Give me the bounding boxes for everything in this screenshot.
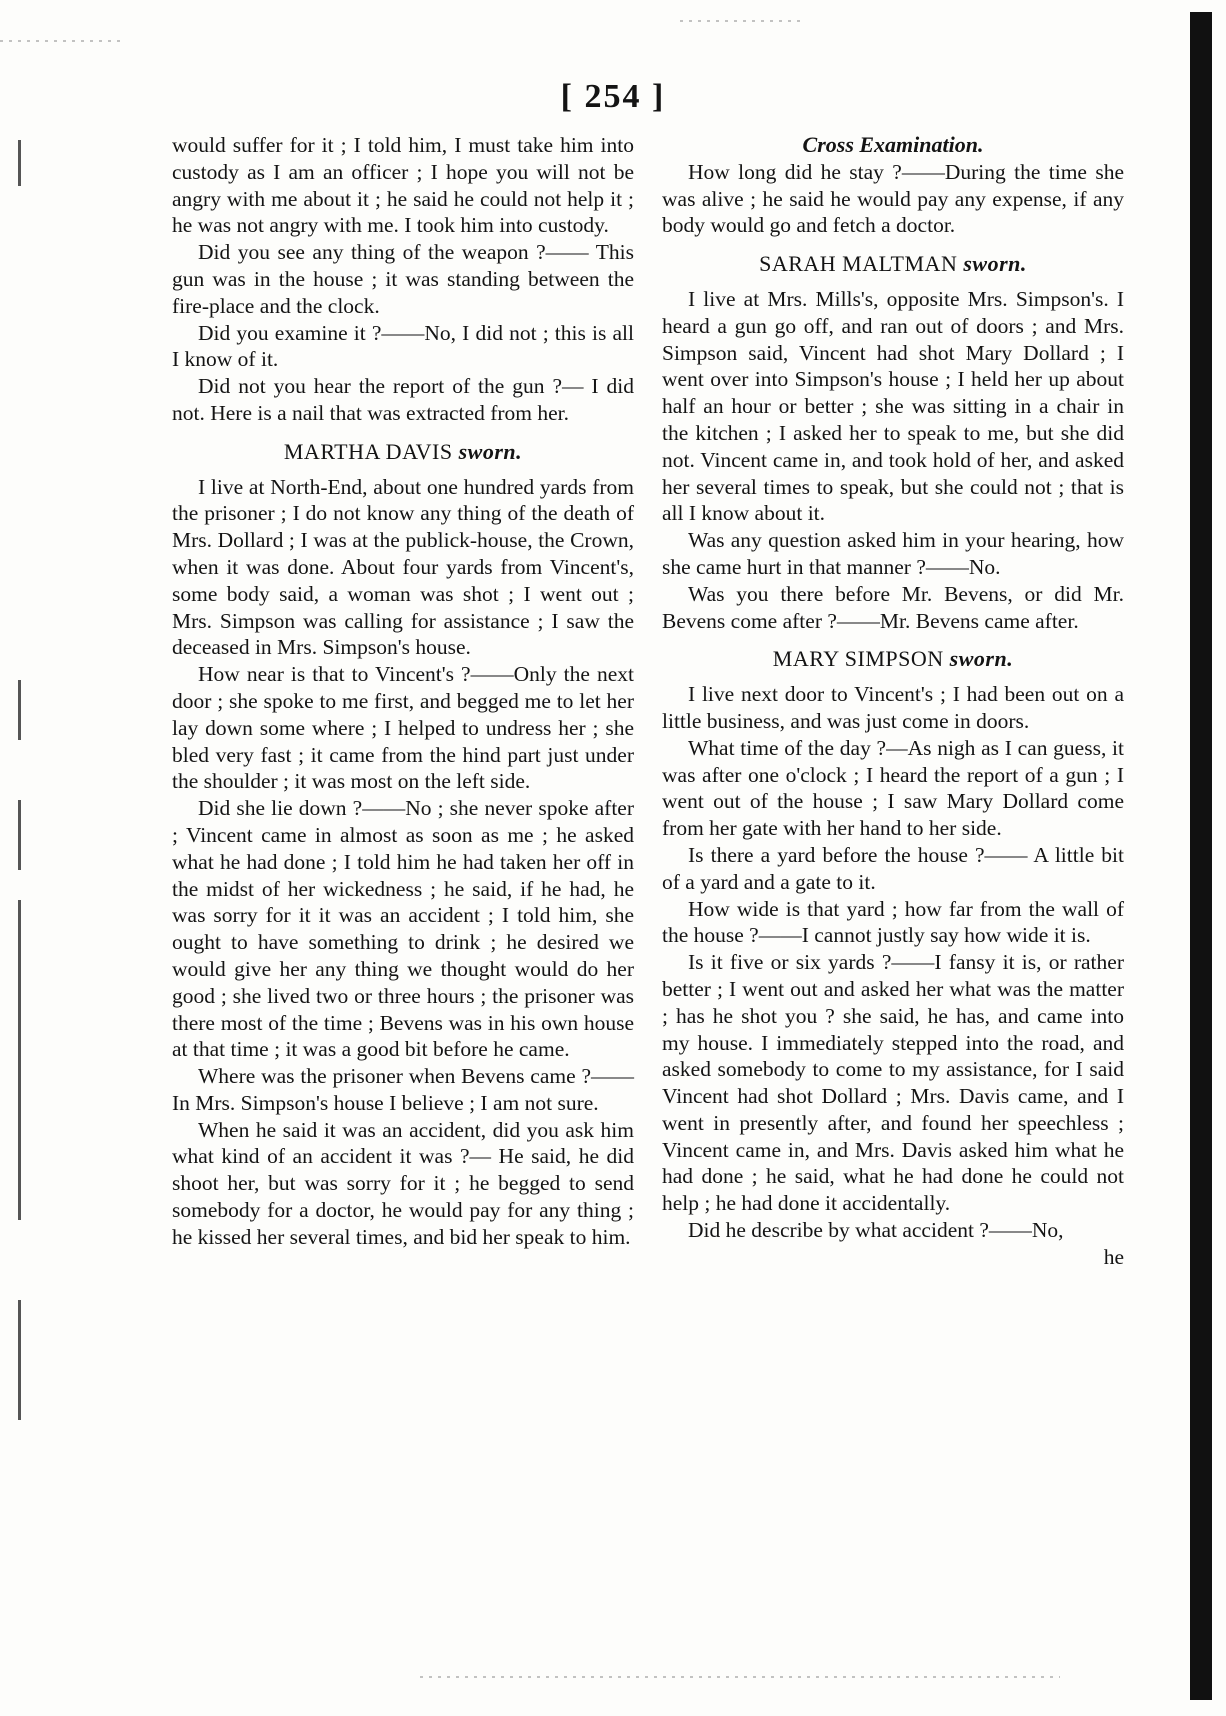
paragraph: What time of the day ?—As nigh as I can guess, it was after one o'clock ; I heard the report of a gun ; I went out of the house ; I saw Mary Dollard come from her gate with her hand to her side. <box>662 735 1124 841</box>
witness-heading <box>172 439 634 466</box>
paragraph: I live at Mrs. Mills's, opposite Mrs. Simpson's. I heard a gun go off, and ran out of doors ; and Mrs. Simpson said, Vincent had shot Mary Dollard ; I went over into Simpson's house ; I held her up about half an hour or better ; she was sitting in a chair in the kitchen ; I asked her to speak to me, but she did not. Vincent came in, and took hold of her, and asked her several times to speak, but she could not ; that is all I know about it. <box>662 286 1124 526</box>
paragraph: How long did he stay ?——During the time she was alive ; he said he would pay any expense, if any body would go and fetch a doctor. <box>662 159 1124 238</box>
paragraph: How wide is that yard ; how far from the wall of the house ?——I cannot justly say how wide it is. <box>662 896 1124 948</box>
section-heading: Cross Examination. <box>802 132 984 157</box>
scan-noise-top <box>680 20 800 22</box>
sworn-label: sworn. <box>458 438 523 464</box>
page-number: [ 254 ] <box>560 78 666 115</box>
paragraph: would suffer for it ; I told him, I must take him into custody as I am an officer ; I hope you will not be angry with me about it ; he said he could not help it ; he was not angry with me. I took him into custody. <box>172 133 634 238</box>
witness-name: MARY SIMPSON <box>772 646 944 672</box>
right-column <box>662 132 1124 1271</box>
sworn-label: sworn. <box>963 251 1027 277</box>
paragraph: Did not you hear the report of the gun ?— I did not. Here is a nail that was extracted from her. <box>172 374 634 425</box>
scan-edge-bar <box>1190 12 1212 1700</box>
paragraph: Was you there before Mr. Bevens, or did Mr. Bevens come after ?——Mr. Bevens came after. <box>662 581 1124 633</box>
paragraph: Is it five or six yards ?——I fansy it is, or rather better ; I went out and asked her what was the matter ; has he shot you ? she said, he has, and came into my house. I immediately stepped into the road, and asked somebody to come to my assistance, for I said Vincent had shot Dollard ; Mrs. Davis came, and I went in presently after, and found her speechless ; Vincent came in, and Mrs. Davis asked him what he had done ; he said, what he had done he could not help ; he had done it accidentally. <box>662 950 1124 1216</box>
paragraph: I live at North-End, about one hundred yards from the prisoner ; I do not know any thing of the death of Mrs. Dollard ; I was at the publick-house, the Crown, when it was done. About four yards from Vincent's, some body said, a woman was shot ; I went out ; Mrs. Simpson was calling for assistance ; I saw the deceased in Mrs. Simpson's house. <box>172 474 634 660</box>
paragraph: I live next door to Vincent's ; I had been out on a little business, and was just come in doors. <box>662 682 1124 733</box>
witness-heading <box>662 251 1124 278</box>
paragraph: Where was the prisoner when Bevens came ?——In Mrs. Simpson's house I believe ; I am not sure. <box>172 1064 634 1115</box>
paragraph: How near is that to Vincent's ?——Only the next door ; she spoke to me first, and begged me to let her lay down some where ; I helped to undress her ; she bled very fast ; it came from the hind part just under the shoulder ; it was most on the left side. <box>172 662 634 794</box>
left-column <box>172 132 634 1251</box>
paragraph: Did you see any thing of the weapon ?—— This gun was in the house ; it was standing between the fire-place and the clock. <box>172 240 634 318</box>
paragraph: Did you examine it ?——No, I did not ; this is all I know of it. <box>172 320 634 372</box>
scan-binding-marks <box>18 140 24 1590</box>
paragraph: Did she lie down ?——No ; she never spoke after ; Vincent came in almost as soon as me ; he asked what he had done ; I told him he had taken her off in the midst of her wickedness ; he said, if he had, he was sorry for it it was an accident ; I told him, she ought to have something to drink ; he desired we would give her any thing we thought would do her good ; she lived two or three hours ; the prisoner was there most of the time ; Bevens was in his own house at that time ; it was a good bit before he came. <box>172 796 634 1062</box>
paragraph: Was any question asked him in your hearing, how she came hurt in that manner ?——No. <box>662 528 1124 579</box>
sworn-label: sworn. <box>949 646 1014 672</box>
catchword: he <box>1103 1244 1124 1269</box>
witness-name: SARAH MALTMAN <box>759 251 958 277</box>
paragraph: Is there a yard before the house ?—— A little bit of a yard and a gate to it. <box>662 842 1124 894</box>
scan-noise-bottom <box>420 1676 1060 1678</box>
witness-name: MARTHA DAVIS <box>283 438 453 464</box>
witness-heading <box>662 646 1124 673</box>
paragraph: Did he describe by what accident ?——No, <box>688 1218 1064 1243</box>
paragraph: When he said it was an accident, did you ask him what kind of an accident it was ?— He said, he did shoot her, but was sorry for it ; he begged to send somebody for a doctor, he would pay for any thing ; he kissed her several times, and bid her speak to him. <box>172 1117 634 1249</box>
scan-noise-top-left <box>0 40 120 42</box>
